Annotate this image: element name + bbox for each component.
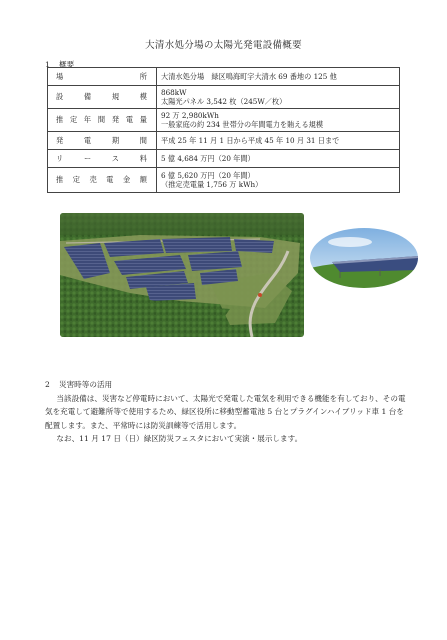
row-label-capacity: 設備規模 bbox=[48, 86, 157, 109]
table-row bbox=[48, 132, 400, 150]
section-2-title: 災害時等の活用 bbox=[59, 380, 113, 389]
row-label-annual-generation: 推定年間発電量 bbox=[48, 109, 157, 132]
aerial-photo bbox=[60, 213, 304, 337]
inset-photo bbox=[310, 228, 418, 288]
value-line: 868kW bbox=[161, 88, 187, 97]
row-value-location bbox=[157, 68, 400, 86]
row-label-sales-amount: 推定売電金額 bbox=[48, 168, 157, 193]
section-1-title: 概要 bbox=[59, 60, 75, 69]
section-2-heading bbox=[45, 379, 112, 390]
table-row bbox=[48, 109, 400, 132]
row-value-lease-fee bbox=[157, 150, 400, 168]
table-row bbox=[48, 68, 400, 86]
section-1-number: 1 bbox=[45, 60, 50, 69]
row-value-sales-amount bbox=[157, 168, 400, 193]
value-line: 92 万 2,980kWh bbox=[161, 111, 219, 120]
value-line: 太陽光パネル 3,542 枚（245W／枚） bbox=[161, 97, 287, 106]
row-value-capacity bbox=[157, 86, 400, 109]
row-value-annual-generation bbox=[157, 109, 400, 132]
section-2-body bbox=[45, 392, 407, 446]
body-paragraph: 当該設備は、災害など停電時において、太陽光で発電した電気を利用できる機能を有しており、その電気を充電して避難所等で使用するため、緑区役所に移動型蓄電池 5 台とプラグインハイブリッド車 1 台を配置します。また、平常時には防災訓練等で活用します。 bbox=[45, 394, 406, 430]
value-line: 大清水処分場 緑区鳴海町字大清水 69 番地の 125 他 bbox=[161, 72, 337, 81]
value-line: （推定売電量 1,756 万 kWh） bbox=[161, 180, 263, 189]
value-line: 6 億 5,620 万円（20 年間） bbox=[161, 171, 255, 180]
table-row bbox=[48, 86, 400, 109]
overview-table bbox=[47, 67, 400, 193]
aerial-photo-graphic bbox=[60, 213, 304, 337]
value-line: 一般家庭の約 234 世帯分の年間電力を賄える規模 bbox=[161, 120, 324, 129]
body-paragraph: なお、11 月 17 日（日）緑区防災フェスタにおいて実演・展示します。 bbox=[56, 434, 303, 444]
section-2-number: 2 bbox=[45, 380, 50, 389]
row-value-period bbox=[157, 132, 400, 150]
table-row bbox=[48, 150, 400, 168]
inset-photo-graphic bbox=[310, 228, 418, 288]
row-label-lease-fee: リース料 bbox=[48, 150, 157, 168]
value-line: 5 億 4,684 万円（20 年間） bbox=[161, 154, 255, 163]
row-label-period: 発電期間 bbox=[48, 132, 157, 150]
row-label-location: 場 所 bbox=[48, 68, 157, 86]
document-title: 大清水処分場の太陽光発電設備概要 bbox=[145, 40, 302, 51]
value-line: 平成 25 年 11 月 1 日から平成 45 年 10 月 31 日まで bbox=[161, 136, 340, 145]
table-row bbox=[48, 168, 400, 193]
